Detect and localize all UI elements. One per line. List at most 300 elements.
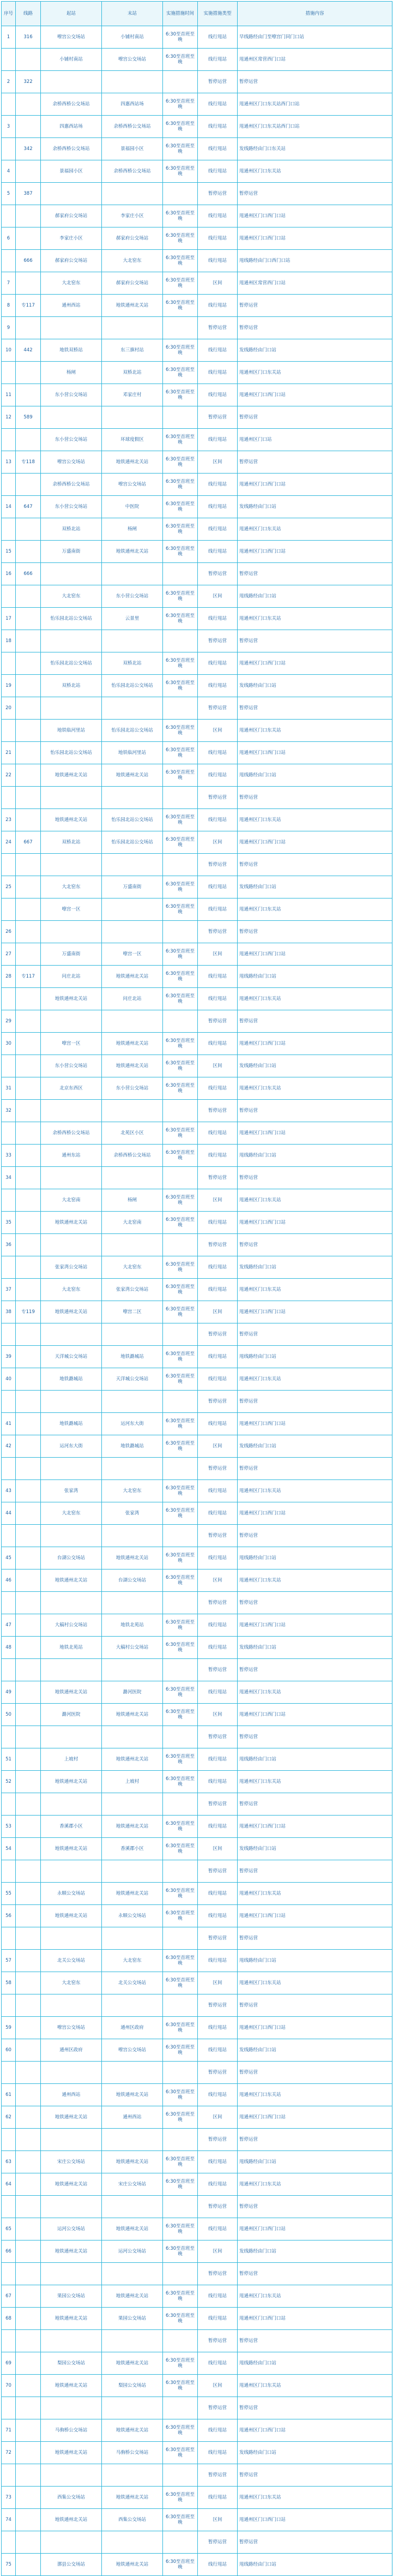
header-end-stop: 末站 — [102, 2, 163, 26]
cell-start-stop: 景福园小区 — [41, 160, 102, 183]
cell-measure-content: 暂停运营 — [238, 1234, 392, 1256]
cell-end-stop — [102, 898, 163, 921]
cell-time: 6:30至首班至晚 — [163, 138, 198, 160]
cell-measure-content: 甩通州区门口西门口站 — [238, 2106, 392, 2129]
cell-line: 专117 — [16, 295, 41, 317]
cell-time — [163, 2129, 198, 2151]
cell-line — [16, 1793, 41, 1816]
cell-measure-type: 暂停运营 — [198, 854, 238, 876]
cell-index: 7 — [2, 272, 16, 295]
cell-end-stop: 四惠西站场 — [102, 93, 163, 116]
table-row — [2, 652, 392, 675]
cell-start-stop: 东小营公交场站 — [41, 1055, 102, 1077]
cell-start-stop — [41, 1100, 102, 1122]
cell-time — [163, 563, 198, 585]
cell-index — [2, 250, 16, 272]
cell-measure-type: 线行甩站 — [198, 1547, 238, 1569]
cell-measure-type: 暂停运营 — [198, 1793, 238, 1816]
cell-measure-type: 暂停运营 — [198, 1994, 238, 2017]
table-row — [2, 2039, 392, 2062]
cell-start-stop: 大北窑东 — [41, 1279, 102, 1301]
table-row — [2, 250, 392, 272]
table-row — [2, 272, 392, 295]
cell-line — [16, 2039, 41, 2062]
cell-line — [16, 809, 41, 831]
cell-end-stop: 地铁通州北关站 — [102, 1704, 163, 1726]
cell-time: 6:30至首班至晚 — [163, 1189, 198, 1212]
cell-start-stop: 大北窑东 — [41, 1972, 102, 1994]
cell-end-stop — [102, 2196, 163, 2218]
cell-measure-type: 线行甩站 — [198, 26, 238, 49]
table-row — [2, 1816, 392, 1838]
cell-line: 666 — [16, 250, 41, 272]
table-row — [2, 1435, 392, 1458]
cell-index: 48 — [2, 1637, 16, 1659]
table-row — [2, 1145, 392, 1167]
cell-measure-type: 线行甩站 — [198, 1502, 238, 1525]
cell-line: 589 — [16, 406, 41, 429]
cell-start-stop: 地铁通州北关站 — [41, 2240, 102, 2263]
header-time: 实施措施时间 — [163, 2, 198, 26]
cell-measure-type: 暂停运营 — [198, 183, 238, 205]
cell-measure-type: 暂停运营 — [198, 2263, 238, 2285]
cell-index — [2, 1323, 16, 1346]
cell-index — [2, 1122, 16, 1145]
cell-start-stop: 运河公交场站 — [41, 2218, 102, 2240]
cell-time: 6:30至首班至晚 — [163, 160, 198, 183]
cell-start-stop: 嘹宫一区 — [41, 898, 102, 921]
cell-line — [16, 608, 41, 630]
cell-index — [2, 49, 16, 71]
cell-start-stop: 东小营公交场站 — [41, 384, 102, 406]
cell-measure-content: 甩通州区门口西门口站 — [238, 2218, 392, 2240]
cell-index — [2, 1525, 16, 1547]
cell-measure-type: 区间 — [198, 1055, 238, 1077]
cell-start-stop: 漷县公交场站 — [41, 2554, 102, 2576]
cell-time: 6:30至首班至晚 — [163, 1816, 198, 1838]
cell-line — [16, 2285, 41, 2308]
cell-measure-content: 甩通州区门口西门口站 — [238, 541, 392, 563]
cell-measure-type: 线行甩站 — [198, 49, 238, 71]
cell-time: 6:30至首班至晚 — [163, 1435, 198, 1458]
cell-measure-content: 早线路经由门至嘹宫门同门口站 — [238, 26, 392, 49]
cell-measure-content: 暂停运营 — [238, 317, 392, 339]
cell-index: 29 — [2, 1010, 16, 1033]
cell-start-stop: 地铁通州北关站 — [41, 2375, 102, 2397]
table-row — [2, 1637, 392, 1659]
cell-line: 442 — [16, 339, 41, 362]
cell-measure-type: 线行甩站 — [198, 1905, 238, 1927]
cell-index: 70 — [2, 2375, 16, 2397]
cell-start-stop: 东小营公交场站 — [41, 496, 102, 518]
cell-measure-content: 甩通州区门口西门口站 — [238, 943, 392, 966]
cell-end-stop: 地铁通州北关站 — [102, 1547, 163, 1569]
cell-start-stop: 嘹宫公交场站 — [41, 26, 102, 49]
cell-measure-type: 区间 — [198, 1435, 238, 1458]
cell-line — [16, 1905, 41, 1927]
cell-measure-content: 甩线路经由门口西门口站 — [238, 250, 392, 272]
cell-end-stop: 北苑区小区 — [102, 1122, 163, 1145]
cell-line — [16, 1234, 41, 1256]
cell-measure-type: 线行甩站 — [198, 541, 238, 563]
cell-measure-type: 线行甩站 — [198, 1950, 238, 1972]
cell-index — [2, 2129, 16, 2151]
cell-measure-content: 甩通州区门口站 — [238, 429, 392, 451]
cell-line — [16, 1547, 41, 1569]
cell-start-stop: 大北窑东 — [41, 1502, 102, 1525]
cell-index: 50 — [2, 1704, 16, 1726]
cell-line — [16, 541, 41, 563]
cell-measure-content: 甩通州区门口东关站 — [238, 809, 392, 831]
cell-line — [16, 1927, 41, 1950]
cell-index — [2, 1860, 16, 1883]
cell-measure-content: 暂停运营 — [238, 630, 392, 652]
cell-measure-content: 甩线路经由门口站 — [238, 1145, 392, 1167]
table-row — [2, 1391, 392, 1413]
table-row — [2, 585, 392, 608]
cell-time: 6:30至首班至晚 — [163, 1950, 198, 1972]
cell-end-stop: 怡乐园北站公交场站 — [102, 675, 163, 697]
cell-start-stop — [41, 1659, 102, 1681]
table-row — [2, 429, 392, 451]
cell-end-stop: 怡乐园北站公交场站 — [102, 809, 163, 831]
cell-index — [2, 1592, 16, 1614]
cell-measure-content: 甩通州区门口西门口站 — [238, 1033, 392, 1055]
table-row — [2, 1614, 392, 1637]
cell-start-stop: 通州西站 — [41, 2084, 102, 2106]
table-row — [2, 2352, 392, 2375]
cell-index: 64 — [2, 2173, 16, 2196]
cell-time: 6:30至首班至晚 — [163, 116, 198, 138]
cell-line — [16, 2173, 41, 2196]
cell-time: 6:30至首班至晚 — [163, 339, 198, 362]
cell-time: 6:30至首班至晚 — [163, 1771, 198, 1793]
cell-time: 6:30至首班至晚 — [163, 2106, 198, 2129]
cell-start-stop: 地铁通州北关站 — [41, 2106, 102, 2129]
cell-time — [163, 1010, 198, 1033]
cell-time — [163, 317, 198, 339]
cell-start-stop: 运河东大街 — [41, 1435, 102, 1458]
cell-end-stop: 余桥西桥公交场站 — [102, 160, 163, 183]
cell-measure-content: 甩线路经由门口站 — [238, 2554, 392, 2576]
cell-measure-content: 甩通州区门口东关站 — [238, 2487, 392, 2509]
cell-start-stop: 北关公交场站 — [41, 1950, 102, 1972]
cell-line — [16, 921, 41, 943]
cell-measure-content: 发线路经由门口站 — [238, 1838, 392, 1860]
cell-end-stop: 中医院 — [102, 496, 163, 518]
cell-time: 6:30至首班至晚 — [163, 1055, 198, 1077]
cell-measure-content: 甩通州区门口东关站 — [238, 1771, 392, 1793]
cell-index — [2, 1189, 16, 1212]
cell-end-stop: 地铁通州北关站 — [102, 2487, 163, 2509]
cell-start-stop: 怡乐园北站公交场站 — [41, 608, 102, 630]
cell-measure-type: 暂停运营 — [198, 1592, 238, 1614]
table-row — [2, 1525, 392, 1547]
cell-start-stop: 通州东站 — [41, 1145, 102, 1167]
table-row — [2, 2442, 392, 2464]
table-row — [2, 1726, 392, 1748]
cell-line — [16, 2509, 41, 2531]
header-measure-type: 实施措施类型 — [198, 2, 238, 26]
cell-end-stop: 地铁通州北关站 — [102, 1883, 163, 1905]
cell-line — [16, 2531, 41, 2554]
table-row — [2, 2487, 392, 2509]
table-row — [2, 1368, 392, 1391]
cell-start-stop: 地铁通州北关站 — [41, 1301, 102, 1323]
cell-measure-type: 区间 — [198, 2106, 238, 2129]
cell-line — [16, 1614, 41, 1637]
cell-start-stop — [41, 697, 102, 720]
cell-end-stop — [102, 921, 163, 943]
cell-start-stop: 余桥西桥公交场站 — [41, 93, 102, 116]
table-row — [2, 787, 392, 809]
cell-time: 6:30至首班至晚 — [163, 93, 198, 116]
cell-index: 58 — [2, 1972, 16, 1994]
cell-measure-type: 线行甩站 — [198, 764, 238, 787]
cell-time: 6:30至首班至晚 — [163, 2419, 198, 2442]
cell-index: 25 — [2, 876, 16, 898]
cell-time: 6:30至首班至晚 — [163, 49, 198, 71]
cell-measure-type: 区间 — [198, 1189, 238, 1212]
cell-end-stop: 大北窑东 — [102, 250, 163, 272]
cell-end-stop — [102, 1994, 163, 2017]
cell-time: 6:30至首班至晚 — [163, 1838, 198, 1860]
cell-start-stop: 马驹桥公交场站 — [41, 2419, 102, 2442]
cell-time: 6:30至首班至晚 — [163, 898, 198, 921]
cell-time: 6:30至首班至晚 — [163, 943, 198, 966]
table-row — [2, 1301, 392, 1323]
cell-line — [16, 1704, 41, 1726]
cell-index — [2, 1055, 16, 1077]
cell-measure-type: 线行甩站 — [198, 2039, 238, 2062]
cell-time: 6:30至首班至晚 — [163, 2375, 198, 2397]
cell-index — [2, 1994, 16, 2017]
cell-start-stop: 北京东西区 — [41, 1077, 102, 1100]
cell-start-stop: 双桥北站 — [41, 831, 102, 854]
cell-index: 27 — [2, 943, 16, 966]
cell-line — [16, 1368, 41, 1391]
cell-measure-content: 暂停运营 — [238, 1860, 392, 1883]
cell-index: 2 — [2, 71, 16, 93]
cell-measure-content: 甩通州区门口西门口站 — [238, 1122, 392, 1145]
cell-index: 75 — [2, 2554, 16, 2576]
cell-index: 49 — [2, 1681, 16, 1704]
cell-measure-content: 甩通州区门口东关站 — [238, 988, 392, 1010]
cell-index: 17 — [2, 608, 16, 630]
cell-end-stop: 运河公交场站 — [102, 2240, 163, 2263]
cell-line — [16, 2397, 41, 2419]
table-row — [2, 1972, 392, 1994]
cell-line — [16, 2330, 41, 2352]
cell-end-stop: 问庄北站 — [102, 988, 163, 1010]
cell-measure-type: 区间 — [198, 1972, 238, 1994]
cell-time: 6:30至首班至晚 — [163, 2017, 198, 2039]
cell-index — [2, 1793, 16, 1816]
cell-measure-content: 甩通州区门口西门口站 — [238, 1704, 392, 1726]
cell-measure-content: 暂停运营 — [238, 183, 392, 205]
cell-time — [163, 2531, 198, 2554]
cell-start-stop: 永顺公交场站 — [41, 1883, 102, 1905]
cell-measure-type: 线行甩站 — [198, 384, 238, 406]
table-row — [2, 1502, 392, 1525]
cell-line — [16, 227, 41, 250]
cell-line — [16, 474, 41, 496]
cell-measure-type: 线行甩站 — [198, 1413, 238, 1435]
cell-line — [16, 1659, 41, 1681]
table-row — [2, 362, 392, 384]
cell-line — [16, 2151, 41, 2173]
cell-index — [2, 652, 16, 675]
cell-measure-content: 暂停运营 — [238, 1793, 392, 1816]
cell-measure-type: 线行甩站 — [198, 362, 238, 384]
cell-measure-type: 线行甩站 — [198, 1256, 238, 1279]
table-row — [2, 1592, 392, 1614]
table-row — [2, 876, 392, 898]
cell-measure-content: 发线路经由门口站 — [238, 496, 392, 518]
table-row — [2, 1748, 392, 1771]
cell-line — [16, 2263, 41, 2285]
cell-measure-type: 区间 — [198, 451, 238, 474]
cell-time — [163, 854, 198, 876]
cell-end-stop — [102, 1100, 163, 1122]
cell-time: 6:30至首班至晚 — [163, 1145, 198, 1167]
cell-start-stop — [41, 2263, 102, 2285]
header-index: 序号 — [2, 2, 16, 26]
cell-line — [16, 362, 41, 384]
cell-end-stop: 地铁通州北关站 — [102, 295, 163, 317]
cell-start-stop: 上坡村 — [41, 1748, 102, 1771]
table-row — [2, 2419, 392, 2442]
cell-line — [16, 2487, 41, 2509]
table-row — [2, 317, 392, 339]
cell-start-stop: 通州区政府 — [41, 2039, 102, 2062]
cell-start-stop — [41, 563, 102, 585]
cell-line — [16, 1256, 41, 1279]
cell-time: 6:30至首班至晚 — [163, 1368, 198, 1391]
cell-index — [2, 988, 16, 1010]
cell-start-stop — [41, 1793, 102, 1816]
table-row — [2, 988, 392, 1010]
cell-end-stop: 地铁通州北关站 — [102, 2151, 163, 2173]
cell-line — [16, 1413, 41, 1435]
table-row — [2, 697, 392, 720]
cell-measure-content: 发线路经由门口站 — [238, 2039, 392, 2062]
cell-time: 6:30至首班至晚 — [163, 205, 198, 227]
cell-measure-type: 暂停运营 — [198, 787, 238, 809]
cell-start-stop — [41, 406, 102, 429]
cell-start-stop — [41, 1234, 102, 1256]
cell-end-stop — [102, 2531, 163, 2554]
table-row — [2, 1212, 392, 1234]
cell-end-stop: 马驹桥公交场站 — [102, 2442, 163, 2464]
cell-time: 6:30至首班至晚 — [163, 608, 198, 630]
cell-line — [16, 429, 41, 451]
cell-line — [16, 2419, 41, 2442]
cell-measure-content: 暂停运营 — [238, 854, 392, 876]
cell-line — [16, 2084, 41, 2106]
cell-start-stop: 大北窑南 — [41, 1189, 102, 1212]
table-row — [2, 496, 392, 518]
cell-end-stop: 景福园小区 — [102, 138, 163, 160]
cell-time: 6:30至首班至晚 — [163, 585, 198, 608]
cell-index — [2, 93, 16, 116]
cell-measure-type: 区间 — [198, 1838, 238, 1860]
cell-measure-content: 甩通州区门口西门口站 — [238, 205, 392, 227]
cell-end-stop: 通州区政府 — [102, 2017, 163, 2039]
table-row — [2, 2509, 392, 2531]
cell-start-stop: 地铁双桥站 — [41, 339, 102, 362]
cell-time — [163, 1726, 198, 1748]
table-row — [2, 1547, 392, 1569]
cell-index: 46 — [2, 1569, 16, 1592]
cell-line — [16, 1860, 41, 1883]
cell-measure-content: 甩通州区常营西门口站 — [238, 272, 392, 295]
table-row — [2, 1838, 392, 1860]
cell-measure-type: 线行甩站 — [198, 1480, 238, 1502]
cell-measure-content: 暂停运营 — [238, 2263, 392, 2285]
cell-line — [16, 1816, 41, 1838]
cell-end-stop — [102, 1860, 163, 1883]
cell-start-stop — [41, 2129, 102, 2151]
table-row — [2, 1100, 392, 1122]
cell-measure-content: 发线路经由门口站 — [238, 339, 392, 362]
cell-end-stop — [102, 1010, 163, 1033]
cell-time: 6:30至首班至晚 — [163, 675, 198, 697]
cell-start-stop: 地铁通州北关站 — [41, 809, 102, 831]
cell-measure-content: 暂停运营 — [238, 1323, 392, 1346]
cell-end-stop: 天洋城公交场站 — [102, 1368, 163, 1391]
cell-end-stop — [102, 1793, 163, 1816]
cell-end-stop: 大稿村公交场站 — [102, 1637, 163, 1659]
cell-end-stop: 地铁通州北关站 — [102, 541, 163, 563]
cell-end-stop — [102, 630, 163, 652]
cell-line — [16, 2218, 41, 2240]
cell-time: 6:30至首班至晚 — [163, 429, 198, 451]
cell-start-stop: 地铁北苑站 — [41, 1637, 102, 1659]
cell-start-stop — [41, 2464, 102, 2487]
cell-measure-type: 线行甩站 — [198, 1212, 238, 1234]
cell-measure-content: 甩通州区门口西门口站 — [238, 2419, 392, 2442]
cell-end-stop: 怡乐园北站公交场站 — [102, 831, 163, 854]
cell-start-stop: 小铺村南站 — [41, 49, 102, 71]
cell-end-stop: 香溪郡小区 — [102, 1838, 163, 1860]
cell-measure-type: 暂停运营 — [198, 921, 238, 943]
cell-end-stop: 梨园公交场站 — [102, 2375, 163, 2397]
cell-end-stop: 杨闸 — [102, 1189, 163, 1212]
table-row — [2, 1860, 392, 1883]
cell-end-stop — [102, 71, 163, 93]
cell-line — [16, 2062, 41, 2084]
cell-index: 42 — [2, 1435, 16, 1458]
cell-measure-type: 线行甩站 — [198, 1771, 238, 1793]
cell-index: 6 — [2, 227, 16, 250]
cell-measure-type: 暂停运营 — [198, 563, 238, 585]
cell-measure-content: 发线路经由门口站 — [238, 876, 392, 898]
cell-start-stop — [41, 1391, 102, 1413]
cell-measure-type: 线行甩站 — [198, 742, 238, 764]
table-row — [2, 1346, 392, 1368]
cell-measure-type: 线行甩站 — [198, 2352, 238, 2375]
cell-start-stop: 余桥西桥公交场站 — [41, 1122, 102, 1145]
cell-index: 40 — [2, 1368, 16, 1391]
cell-end-stop: 地铁通州北关站 — [102, 2352, 163, 2375]
table-row — [2, 1010, 392, 1033]
table-row — [2, 93, 392, 116]
cell-measure-content: 甩通州区门口西门口站 — [238, 652, 392, 675]
table-row — [2, 384, 392, 406]
cell-start-stop: 香溪郡小区 — [41, 1816, 102, 1838]
table-row — [2, 2084, 392, 2106]
